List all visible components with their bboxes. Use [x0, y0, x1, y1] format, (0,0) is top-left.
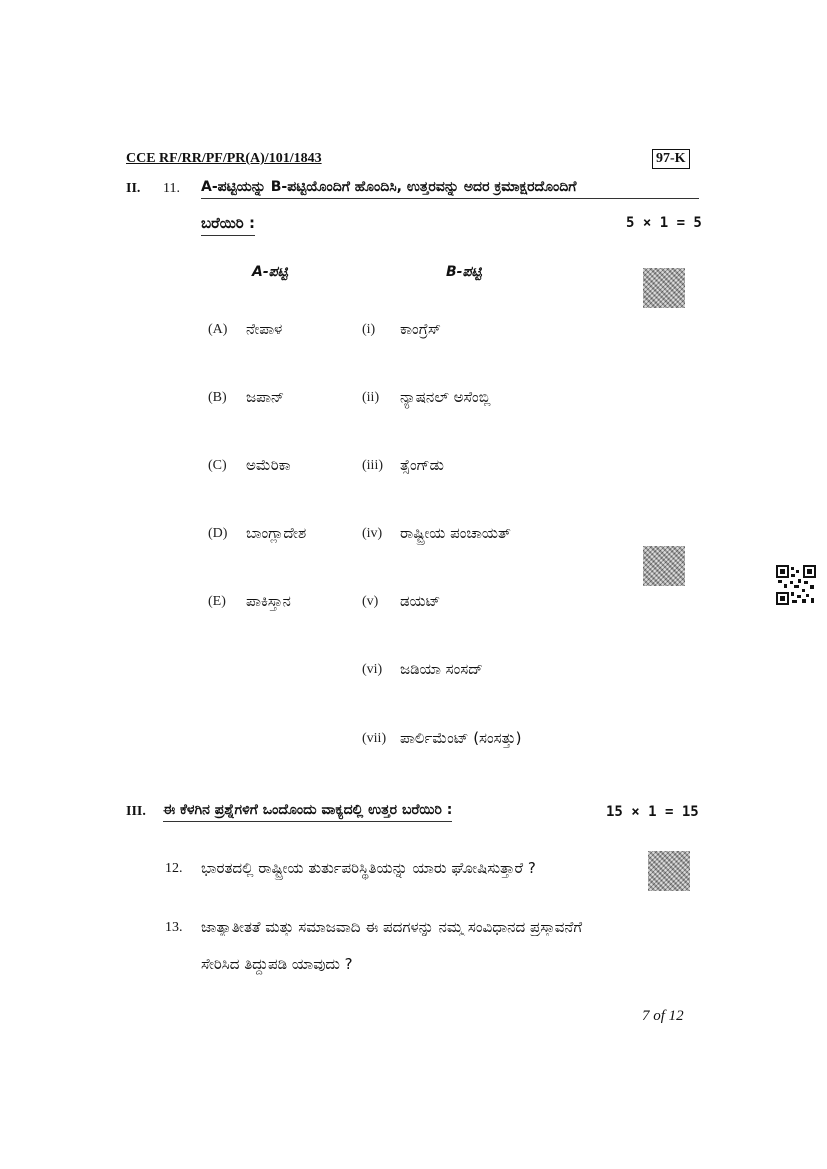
- list-b-item: ರಾಷ್ಟ್ರೀಯ ಪಂಚಾಯತ್: [400, 524, 511, 542]
- question-13-number: 13.: [165, 920, 183, 935]
- column-b-header: B-ಪಟ್ಟಿ: [446, 264, 482, 280]
- list-b-label: (vi): [362, 662, 383, 677]
- list-b-label: (vii): [362, 731, 387, 746]
- list-a-item: ಬಾಂಗ್ಲಾದೇಶ: [246, 524, 307, 542]
- paper-code: CCE RF/RR/PF/PR(A)/101/1843: [126, 151, 322, 166]
- question-13-text-line2: ಸೇರಿಸಿದ ತಿದ್ದುಪಡಿ ಯಾವುದು ?: [201, 955, 353, 973]
- list-b-item: ಡಯಟ್: [400, 592, 441, 610]
- list-b-label: (iv): [362, 526, 383, 541]
- list-b-label: (iii): [362, 458, 383, 473]
- list-b-item: ಕಾಂಗ್ರೆಸ್: [400, 320, 441, 338]
- list-b-label: (v): [362, 594, 379, 609]
- question-11-text-line1: A-ಪಟ್ಟಿಯನ್ನು B-ಪಟ್ಟಿಯೊಂದಿಗೆ ಹೊಂದಿಸಿ, ಉತ್ತರವನ್ನು ಅದರ ಕ್ರಮಾಕ್ಷರದೊಂದಿಗೆ: [201, 179, 699, 199]
- list-a-item: ನೇಪಾಳ: [246, 320, 283, 338]
- page-number: 7 of 12: [642, 1008, 684, 1024]
- section-3-heading: ಈ ಕೆಳಗಿನ ಪ್ರಶ್ನೆಗಳಿಗೆ ಒಂದೊಂದು ವಾಕ್ಯದಲ್ಲಿ ಉತ್ತರ ಬರೆಯಿರಿ :: [163, 802, 452, 822]
- list-a-label: (A): [208, 322, 228, 337]
- list-a-label: (D): [208, 526, 228, 541]
- list-b-item: ನ್ಯಾಷನಲ್ ಅಸೆಂಬ್ಲಿ: [400, 388, 491, 406]
- list-b-label: (ii): [362, 390, 380, 405]
- qr-code-icon: [776, 565, 816, 605]
- scan-noise-mark: [643, 546, 685, 586]
- question-11-marks: 5 × 1 = 5: [626, 215, 702, 231]
- list-a-label: (B): [208, 390, 227, 405]
- list-a-item: ಅಮೆರಿಕಾ: [246, 456, 291, 474]
- section-3-number: III.: [126, 804, 146, 819]
- list-b-item: ತ್ಸೆಂಗ್‌ಡು: [400, 456, 444, 474]
- question-11-text-line2: ಬರೆಯಿರಿ :: [201, 214, 255, 236]
- section-3-marks: 15 × 1 = 15: [606, 804, 699, 820]
- question-13-text-line1: ಜಾತ್ಯಾತೀತತೆ ಮತ್ತು ಸಮಾಜವಾದಿ ಈ ಪದಗಳನ್ನು ನಮ್ಮ ಸಂವಿಧಾನದ ಪ್ರಸ್ತಾವನೆಗೆ: [201, 918, 583, 936]
- scan-noise-mark: [643, 268, 685, 308]
- question-11-number: 11.: [163, 181, 180, 196]
- list-b-label: (i): [362, 322, 376, 337]
- list-b-item: ಪಾರ್ಲಿಮೆಂಟ್ (ಸಂಸತ್ತು): [400, 729, 522, 747]
- question-12-text: ಭಾರತದಲ್ಲಿ ರಾಷ್ಟ್ರೀಯ ತುರ್ತುಪರಿಸ್ಥಿತಿಯನ್ನು ಯಾರು ಘೋಷಿಸುತ್ತಾರೆ ?: [201, 859, 536, 877]
- list-b-item: ಜಡಿಯಾ ಸಂಸದ್: [400, 660, 483, 678]
- section-2-number: II.: [126, 181, 141, 196]
- column-a-header: A-ಪಟ್ಟಿ: [252, 264, 288, 280]
- question-12-number: 12.: [165, 861, 183, 876]
- list-a-label: (C): [208, 458, 227, 473]
- list-a-label: (E): [208, 594, 226, 609]
- list-a-item: ಪಾಕಿಸ್ತಾನ: [246, 592, 291, 610]
- version-box: 97-K: [652, 149, 690, 169]
- list-a-item: ಜಪಾನ್: [246, 388, 285, 406]
- scan-noise-mark: [648, 851, 690, 891]
